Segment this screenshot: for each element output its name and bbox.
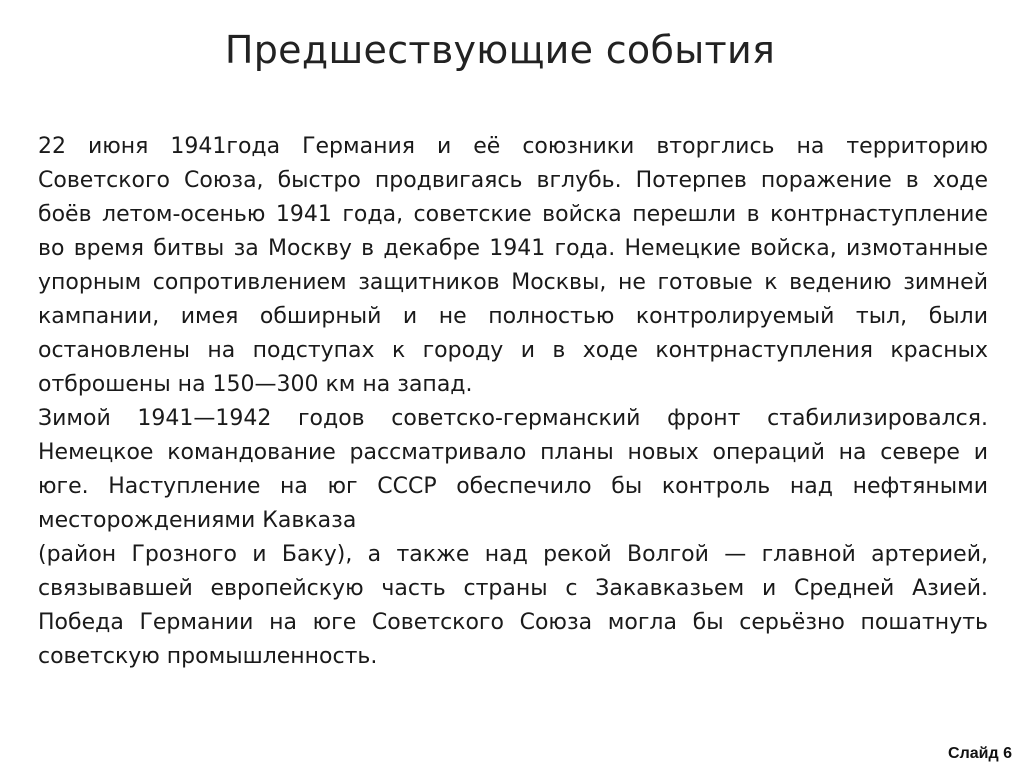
body-paragraph: 22 июня 1941года Германия и её союзники вторглись на территорию Советского Союза, быстро продвигаясь вглубь. Потерпев поражение в ходе боёв летом-осенью 1941 года, советские войска перешли в контрнаступление во время битвы за Москву в декабре 1941 года. Немецкие войска, измотанные упорным сопротивлением защитников Москвы, не готовые к ведению зимней кампании, имея обширный и не полностью контролируемый тыл, были остановлены на подступах к городу и в ходе контрнаступления красных отброшены на 150—300 км на запад. <box>38 134 988 397</box>
slide-title: Предшествующие события <box>224 28 776 72</box>
body-paragraph: (район Грозного и Баку), а также над рекой Волгой — главной артерией, связывавшей европейскую часть страны с Закавказьем и Средней Азией. Победа Германии на юге Советского Союза могла бы серьёзно пошатнуть советскую промышленность. <box>38 542 988 669</box>
slide-number: Слайд 6 <box>948 745 1012 762</box>
slide-body <box>38 130 988 674</box>
body-paragraph: Зимой 1941—1942 годов советско-германский фронт стабилизировался. Немецкое командование рассматривало планы новых операций на севере и юге. Наступление на юг СССР обеспечило бы контроль над нефтяными месторождениями Кавказа <box>38 406 988 533</box>
